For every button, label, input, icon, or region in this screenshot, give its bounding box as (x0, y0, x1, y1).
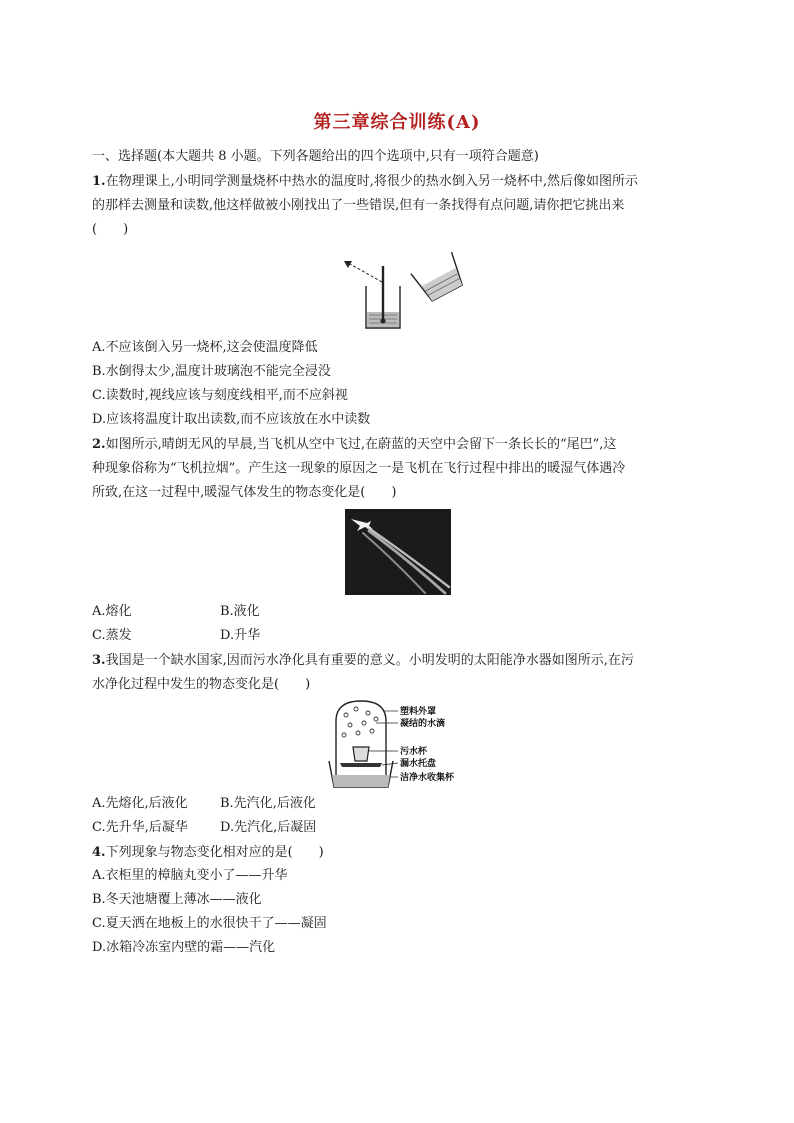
q1-option-a[interactable]: A.不应该倒入另一烧杯,这会使温度降低 (92, 340, 318, 355)
q3-line-1 (92, 651, 704, 671)
q3-option-d[interactable]: D.先汽化,后凝固 (220, 820, 317, 835)
sight-line (350, 264, 382, 282)
q2-option-c[interactable]: C.蒸发 (92, 628, 132, 643)
q4-option-b[interactable]: B.冬天池塘覆上薄冰——液化 (92, 892, 262, 907)
q1-text-3: ( ) (92, 222, 129, 237)
label-clean-basin: 洁净水收集杯 (400, 773, 455, 783)
page-title: 第三章综合训练(A) (313, 112, 481, 133)
solar-purifier-figure (326, 697, 472, 791)
q4-option-d[interactable]: D.冰箱冷冻室内壁的霜——汽化 (92, 940, 276, 955)
thermometer-bulb (381, 319, 386, 324)
dirty-water-cup-icon (353, 747, 369, 761)
q1-number: 1. (92, 174, 106, 189)
q3-option-b[interactable]: B.先汽化,后液化 (220, 796, 316, 811)
q2-option-d[interactable]: D.升华 (220, 628, 261, 643)
water-droplets-icon (342, 707, 378, 737)
q2-number: 2. (92, 437, 106, 452)
q1-text-2: 的那样去测量和读数,他这样做被小刚找出了一些错误,但有一条找得有点问题,请你把它挑出来 (92, 198, 625, 213)
q4-text-1: 下列现象与物态变化相对应的是( ) (105, 845, 324, 860)
q4-number: 4. (92, 845, 106, 860)
q2-option-b[interactable]: B.液化 (220, 604, 260, 619)
label-dirty-cup: 污水杯 (400, 747, 428, 757)
thermometer-beaker-figure (336, 244, 466, 334)
q1-option-b[interactable]: B.水倒得太少,温度计玻璃泡不能完全浸没 (92, 364, 331, 379)
q3-text-1: 我国是一个缺水国家,因而污水净化具有重要的意义。小明发明的太阳能净水器如图所示,在污 (105, 653, 634, 668)
q2-text-2: 种现象俗称为“飞机拉烟”。产生这一现象的原因之一是飞机在飞行过程中排出的暖湿气体遇冷 (92, 461, 626, 476)
q2-text-3: 所致,在这一过程中,暖湿气体发生的物态变化是( ) (92, 485, 397, 500)
q3-number: 3. (92, 653, 106, 668)
pouring-cup-icon (411, 252, 466, 304)
q3-text-2: 水净化过程中发生的物态变化是( ) (92, 677, 311, 692)
q4-option-c[interactable]: C.夏天洒在地板上的水很快干了——凝固 (92, 916, 327, 931)
label-plastic-cover: 塑料外罩 (400, 707, 437, 717)
q1-text-1: 在物理课上,小明同学测量烧杯中热水的温度时,将很少的热水倒入另一烧杯中,然后像如图所示 (105, 174, 638, 189)
drip-tray-icon (340, 763, 382, 767)
label-condensed-droplets: 凝结的水滴 (400, 719, 446, 729)
q3-option-a[interactable]: A.先熔化,后液化 (92, 796, 188, 811)
contrail-photo (345, 509, 451, 595)
q3-option-c[interactable]: C.先升华,后凝华 (92, 820, 188, 835)
q2-option-a[interactable]: A.熔化 (92, 604, 132, 619)
q2-line-1 (92, 435, 704, 455)
q1-line-1 (92, 172, 704, 192)
section-heading: 一、选择题(本大题共 8 小题。下列各题给出的四个选项中,只有一项符合题意) (92, 149, 539, 164)
q1-option-d[interactable]: D.应该将温度计取出读数,而不应该放在水中读数 (92, 412, 371, 427)
q4-line-1 (92, 843, 704, 863)
q4-option-a[interactable]: A.衣柜里的樟脑丸变小了——升华 (92, 868, 288, 883)
label-drip-tray: 漏水托盘 (400, 759, 437, 769)
q1-option-c[interactable]: C.读数时,视线应该与刻度线相平,而不应斜视 (92, 388, 348, 403)
q2-text-1: 如图所示,晴朗无风的早晨,当飞机从空中飞过,在蔚蓝的天空中会留下一条长长的“尾巴”,这 (105, 437, 617, 452)
